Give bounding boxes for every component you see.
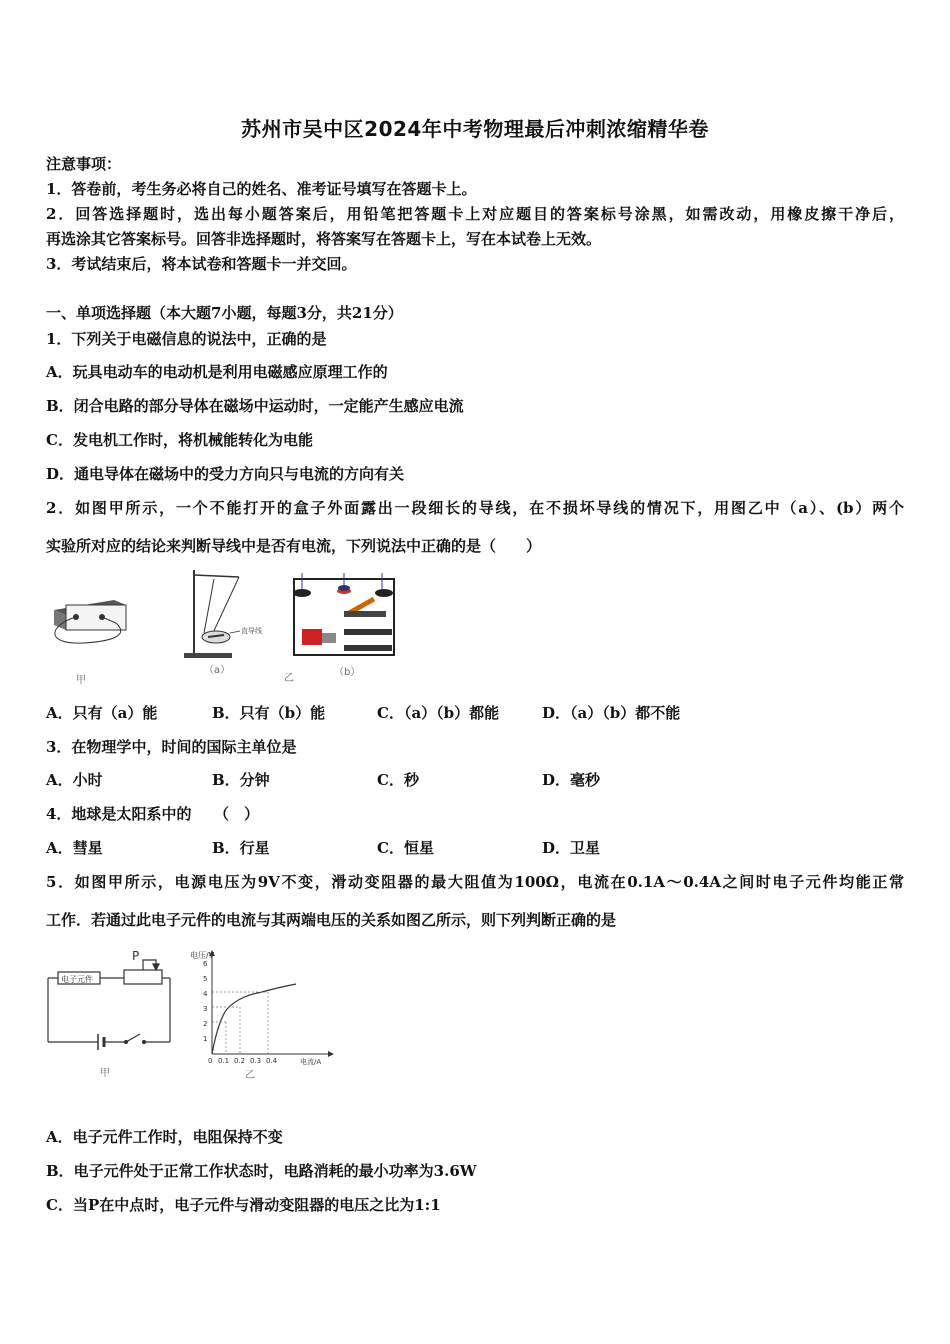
fig-wire-label: 直导线	[241, 627, 262, 635]
question-option: A．电子元件工作时，电阻保持不变	[46, 1128, 283, 1146]
question-option: D．卫星	[542, 839, 601, 857]
question-option: C．发电机工作时，将机械能转化为电能	[46, 431, 313, 449]
x-tick-label: 0	[208, 1057, 213, 1065]
question-option: A．小时	[46, 771, 103, 789]
x-tick-label: 0.4	[266, 1057, 278, 1065]
x-tick-label: 0.2	[234, 1057, 246, 1065]
compass-experiment-figure	[184, 570, 262, 658]
fig-label-yi: 乙	[245, 1070, 255, 1081]
fig-label-a: （a）	[204, 665, 231, 676]
question-option: A．玩具电动车的电动机是利用电磁感应原理工作的	[46, 363, 388, 381]
question-option: C．当P在中点时，电子元件与滑动变阻器的电压之比为1:1	[46, 1196, 441, 1214]
question-stem: 4．地球是太阳系中的 （ ）	[46, 805, 259, 823]
question-stem: 2．如图甲所示，一个不能打开的盒子外面露出一段细长的导线，在不损坏导线的情况下，用图乙中（a）、(b）两个	[46, 499, 904, 517]
notice-item: 3．考试结束后，将本试卷和答题卡一并交回。	[46, 255, 357, 273]
circuit-diagram	[48, 960, 170, 1050]
notice-item: 2．回答选择题时，选出每小题答案后，用铅笔把答题卡上对应题目的答案标号涂黑，如需改动，用橡皮擦干净后，	[46, 205, 904, 223]
question-option: C．秒	[377, 771, 419, 789]
sealed-box-figure	[54, 600, 126, 643]
component-label: 电子元件	[61, 975, 93, 984]
slider-label: P	[132, 949, 140, 963]
y-ticks	[203, 960, 208, 1043]
question-option: B．闭合电路的部分导体在磁场中运动时，一定能产生感应电流	[46, 397, 464, 415]
circuit-experiment-figure	[293, 573, 394, 655]
notice-heading: 注意事项：	[46, 155, 122, 173]
fig-label-yi: 乙	[284, 673, 294, 684]
question-option: A．只有（a）能	[46, 704, 158, 722]
question-option: D．（a）（b）都不能	[542, 704, 681, 722]
notice-item: 再选涂其它答案标号。回答非选择题时，将答案写在答题卡上，写在本试卷上无效。	[46, 230, 602, 248]
y-tick-label: 4	[203, 990, 208, 998]
question-stem: 实验所对应的结论来判断导线中是否有电流，下列说法中正确的是（ ）	[46, 537, 542, 555]
x-ticks	[208, 1057, 278, 1065]
y-tick-label: 1	[203, 1035, 208, 1043]
q5-figure	[40, 942, 350, 1082]
question-option: C．恒星	[377, 839, 434, 857]
question-option: B．电子元件处于正常工作状态时，电路消耗的最小功率为3.6W	[46, 1162, 477, 1180]
x-axis-label: 电流/A	[300, 1058, 322, 1066]
section-heading: 一、单项选择题（本大题7小题，每题3分，共21分）	[46, 304, 403, 322]
x-tick-label: 0.1	[218, 1057, 230, 1065]
question-stem: 1．下列关于电磁信息的说法中，正确的是	[46, 330, 327, 348]
page-title: 苏州市吴中区2024年中考物理最后冲刺浓缩精华卷	[241, 117, 709, 141]
y-axis-label: 电压/V	[190, 951, 215, 960]
fig-label-b: （b）	[334, 667, 361, 678]
y-tick-label: 5	[203, 975, 208, 983]
question-stem: 3．在物理学中，时间的国际主单位是	[46, 738, 297, 756]
question-stem: 工作．若通过此电子元件的电流与其两端电压的关系如图乙所示，则下列判断正确的是	[46, 911, 617, 929]
notice-item: 1．答卷前，考生务必将自己的姓名、准考证号填写在答题卡上。	[46, 180, 477, 198]
iv-graph	[190, 950, 334, 1066]
question-option: B．行星	[212, 839, 270, 857]
question-option: D．毫秒	[542, 771, 601, 789]
question-option: C．（a）（b）都能	[377, 704, 500, 722]
fig-label-jia: 甲	[100, 1068, 110, 1079]
q2-figure	[44, 565, 404, 690]
y-tick-label: 6	[203, 960, 208, 968]
question-stem: 5．如图甲所示，电源电压为9V不变，滑动变阻器的最大阻值为100Ω，电流在0.1A～0.4A之间时电子元件均能正常	[46, 873, 904, 891]
y-tick-label: 3	[203, 1005, 208, 1013]
question-option: B．分钟	[212, 771, 270, 789]
x-tick-label: 0.3	[250, 1057, 262, 1065]
fig-label-jia: 甲	[76, 675, 86, 686]
y-tick-label: 2	[203, 1020, 208, 1028]
question-option: B．只有（b）能	[212, 704, 326, 722]
question-option: D．通电导体在磁场中的受力方向只与电流的方向有关	[46, 465, 405, 483]
question-option: A．彗星	[46, 839, 103, 857]
